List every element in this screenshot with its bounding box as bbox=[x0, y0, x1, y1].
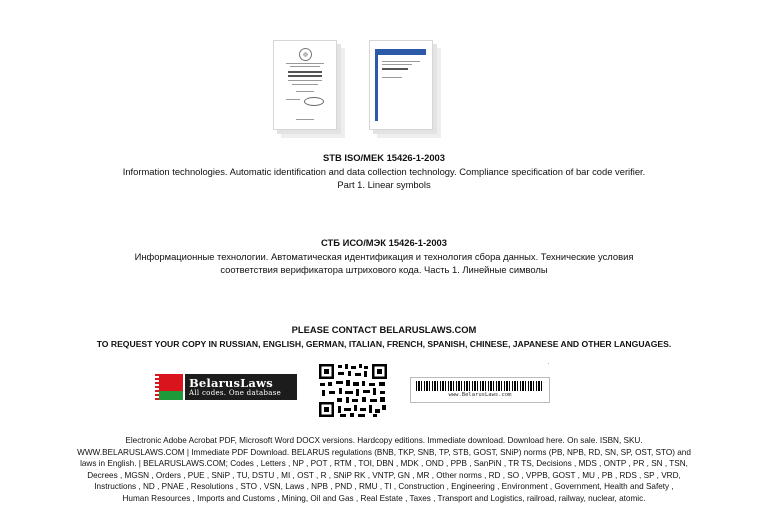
barcode bbox=[410, 377, 550, 403]
english-code: STB ISO/MEK 15426-1-2003 bbox=[323, 152, 445, 163]
contact-subheading: TO REQUEST YOUR COPY IN RUSSIAN, ENGLISH, GERMAN, ITALIAN, FRENCH, SPANISH, CHINESE, JAPANESE AND OTHER LANGUAGES. bbox=[96, 339, 672, 349]
russian-code: СТБ ИСО/МЭК 15426-1-2003 bbox=[321, 237, 447, 248]
footer-line-5: Instructions , ND , PNAE , Resolutions , STO , VSN, Laws , NPB , PND , RMU , TI , Construction , Engineering , Environment , Government, Health and Safety , bbox=[94, 482, 674, 492]
footer-line-3: laws in English. | BELARUSLAWS.COM; Codes , Letters , NP , POT , RTM , TOI, DBN , MDK , OND , PPB , SanPiN , TR TS, Decisions , MDS , ONTP , PR , SN , TSN, bbox=[80, 459, 688, 469]
belarus-flag-icon bbox=[155, 374, 183, 400]
footer-text bbox=[60, 435, 708, 505]
document-preview-original bbox=[273, 40, 337, 130]
footer-line-1: Electronic Adobe Acrobat PDF, Microsoft Word DOCX versions. Hardcopy editions. Immediate download. Download here. On sale. ISBN, SKU. bbox=[125, 436, 643, 445]
barcode-icon bbox=[416, 381, 544, 391]
document-preview-cover bbox=[369, 40, 433, 130]
footer-line-4: Decrees , MGSN , Orders , PUE , SNiP , TU, DSTU , MI , OST , R , SNiP RK , VNTP, GN , MR , Other norms , RD , SO , VPPB, GOST , MU , PB , RDS , SP , VRD, bbox=[87, 470, 681, 480]
belaruslaws-logo bbox=[155, 364, 300, 400]
state-emblem-icon bbox=[299, 48, 312, 61]
logo-name: BelarusLaws bbox=[189, 376, 273, 390]
english-title-line1: Information technologies. Automatic identification and data collection technology. Compliance specification of bar code verifier. bbox=[122, 166, 646, 177]
logo-tagline: All codes. One database bbox=[189, 389, 282, 397]
russian-title-line2: соответствия верификатора штрихового кода. Часть 1. Линейные символы bbox=[220, 264, 548, 275]
qr-code-icon bbox=[318, 363, 388, 418]
cover-stripe-icon bbox=[375, 49, 378, 121]
russian-title-line1: Информационные технологии. Автоматическая идентификация и технология сбора данных. Технические условия bbox=[134, 251, 634, 262]
contact-heading: PLEASE CONTACT BELARUSLAWS.COM bbox=[291, 324, 477, 335]
seal-icon bbox=[304, 97, 324, 106]
english-title-line2: Part 1. Linear symbols bbox=[337, 179, 431, 190]
footer-line-6: Human Resources , Imports and Customs , Mining, Oil and Gas , Real Estate , Taxes , Transport and Logistics, railroad, railway, nuclear, atomic. bbox=[122, 493, 646, 503]
footer-line-2: WWW.BELARUSLAWS.COM | Immediate PDF Download. BELARUS regulations (BNB, TKP, SNB, TP, STB, GOST, SNiP) norms (PB, NPB, RD, SN, SP, OST, STO) and bbox=[77, 447, 691, 457]
barcode-url: www.BelarusLaws.com bbox=[448, 392, 512, 398]
